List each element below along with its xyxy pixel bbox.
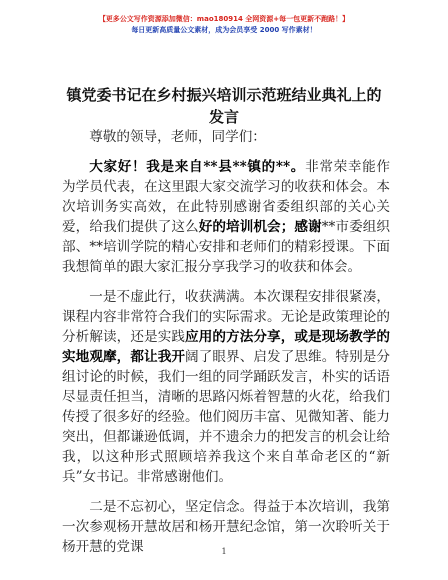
body-paragraph bbox=[62, 157, 390, 277]
text-segment: 二是不忘初心，坚定信念。得益于本次培训，我第一次参观杨开慧故居和杨开慧纪念馆，第一次聆听关于杨开慧的党课 bbox=[62, 499, 390, 555]
document-title: 镇党委书记在乡村振兴培训示范班结业典礼上的发言 bbox=[66, 86, 382, 126]
body-paragraph bbox=[62, 287, 390, 487]
bold-text-segment: 大家好！我是来自**县**镇的**。 bbox=[89, 159, 306, 175]
text-segment: **市委组织部、**培训学院的精心安排和老师们的精彩授课。下面我想简单的跟大家汇报分享我学习的收获和体会。 bbox=[62, 219, 391, 275]
page-number: 1 bbox=[221, 547, 227, 556]
promo-line-wechat: 【更多公文写作资源添加微信：mao180914 全网资源+每一包更新不跑路！】 bbox=[98, 15, 350, 23]
text-segment: 一是不虚此行，收获满满。本次课程安排很紧凑，课程内容非常符合我们的实际需求。无论是政策理论的分析解读，还是实践 bbox=[62, 289, 390, 345]
promo-banner bbox=[0, 14, 448, 36]
bold-text-segment: 好的培训机会；感谢 bbox=[198, 219, 322, 235]
promo-line-membership: 每日更新高质量公文素材，成为会员享受 2000 写作素材！ bbox=[131, 26, 317, 34]
text-segment: 阔了眼界、启发了思维。特别是分组讨论的时候，我们一组的同学踊跃发言，朴实的话语尽显责任担当，清晰的思路闪烁着智慧的火花，给我们传授了很多好的经验。他们阅历丰富、见微知著、能力突出，但都谦逊低调，并不遗余力的把发言的机会让给我，以这种形式照顾培养我这个来自革命老区的“新兵”女书记。非常感谢他们。 bbox=[62, 349, 391, 485]
text-segment: 非常荣幸能作为学员代表，在这里跟大家交流学习的收获和体会。本次培训务实高效，在此特别感谢省委组织部的关心关爱，给我们提供了这么 bbox=[62, 159, 391, 235]
bold-text-segment: 应用的方法分享，或是现场教学的实地观摩，都让我开 bbox=[62, 329, 391, 365]
salutation: 尊敬的领导，老师，同学们： bbox=[89, 129, 266, 145]
document-body bbox=[62, 127, 390, 567]
